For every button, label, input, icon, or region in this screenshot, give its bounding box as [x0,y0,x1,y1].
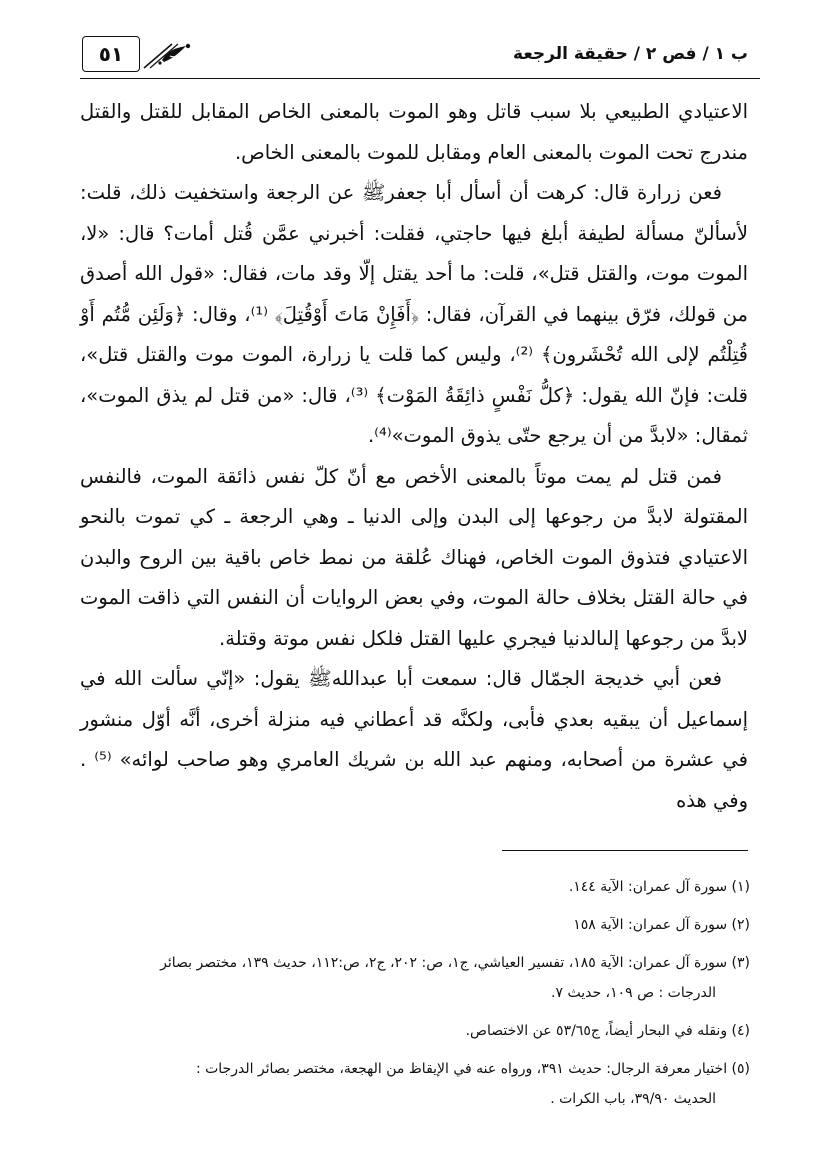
footnote-4 [78,1016,750,1046]
footnote-3-continuation: الدرجات : ص ١٠٩، حديث ٧. [551,985,716,1001]
paragraph-4: فعن أبي خديجة الجمّال قال: سمعت أبا عبداللهﷺ يقول: «إنّي سألت الله في إسماعيل أن يبقيه بعدي فأبى، ولكنَّه قد أعطاني فيه منزلة أخرى، أنَّه أوّل منشور في عشرة من أصحابه، ومنهم عبد الله بن شريك العامري وهو صاحب لوائه» ⁽⁵⁾ . وفي هذه [80,667,748,812]
footnotes [78,872,750,1122]
running-header [80,36,760,79]
footnote-5-text: (٥) اختيار معرفة الرجال: حديث ٣٩١، ورواه عنه في الإيقاظ من الهجعة، مختصر بصائر الدرجات : [195,1061,750,1077]
page-number: ٥١ [82,36,140,72]
chapter-title: ب ١ / فص ٢ / حقيقة الرجعة [513,44,748,64]
ornament-icon [142,38,198,72]
footnote-2-text: (٢) سورة آل عمران: الآية ١٥٨ [573,917,750,933]
footnote-5-continuation: الحديث ٣٩/٩٠، باب الكرات . [550,1091,716,1107]
footnote-4-text: (٤) ونقله في البحار أيضاً، ج٥٣/٦٥ عن الاختصاص. [465,1023,750,1039]
footnote-1-text: (١) سورة آل عمران: الآية ١٤٤. [568,879,750,895]
footnote-3 [78,948,750,1008]
footnote-2 [78,910,750,940]
footnote-5 [78,1054,750,1114]
paragraph-1: الاعتيادي الطبيعي بلا سبب قاتل وهو الموت بالمعنى الخاص المقابل للقتل والقتل مندرج تحت الموت بالمعنى العام ومقابل للموت بالمعنى الخاص. [80,100,748,164]
footnote-1 [78,872,750,902]
body-text [80,92,748,821]
paragraph-2: فعن زرارة قال: كرهت أن أسأل أبا جعفرﷺ عن الرجعة واستخفيت ذلك، قلت: لأسألنّ مسألة لطيفة أبلغ فيها حاجتي، فقلت: أخبرني عمَّن قُتل أمات؟ قال: «لا، الموت موت، والقتل قتل»، قلت: ما أحد يقتل إلّا وقد مات، فقال: «قول الله أصدق من قولك، فرّق بينهما في القرآن، فقال: ﴿أَفَإِنْ مَاتَ أَوْقُتِلَ﴾ ⁽¹⁾، وقال: ﴿وَلَئِن مُّتُم أَوْ قُتِلْتُم لإلى الله تُحْشَرون﴾ ⁽²⁾، وليس كما قلت يا زرارة، الموت موت والقتل قتل»، قلت: فإنّ الله يقول: ﴿كلُّ نَفْسٍ ذائِقَةُ المَوْت﴾ ⁽³⁾، قال: «من قتل لم يذق الموت»، ثمقال: «لابدَّ من أن يرجع حتّى يذوق الموت»⁽⁴⁾. [80,181,749,447]
paragraph-3: فمن قتل لم يمت موتاً بالمعنى الأخص مع أنّ كلّ نفس ذائقة الموت، فالنفس المقتولة لابدَّ من رجوعها إلى البدن وإلى الدنيا ـ وهي الرجعة ـ كي تموت بالنحو الاعتيادي فتذوق الموت الخاص، فهناك عُلقة من نمط خاص باقية بين الروح والبدن في حالة القتل بخلاف حالة الموت، وفي بعض الروايات أن النفس التي ذاقت الموت لابدَّ من رجوعها إلىالدنيا فيجري عليها القتل فلكل نفس موتة وقتلة. [80,464,748,650]
footnote-3-text: (٣) سورة آل عمران: الآية ١٨٥، تفسير العياشي، ج١، ص: ٢٠٢، ج٢، ص:١١٢، حديث ١٣٩، مختصر بصائر [160,955,750,971]
footnote-separator [502,850,748,851]
